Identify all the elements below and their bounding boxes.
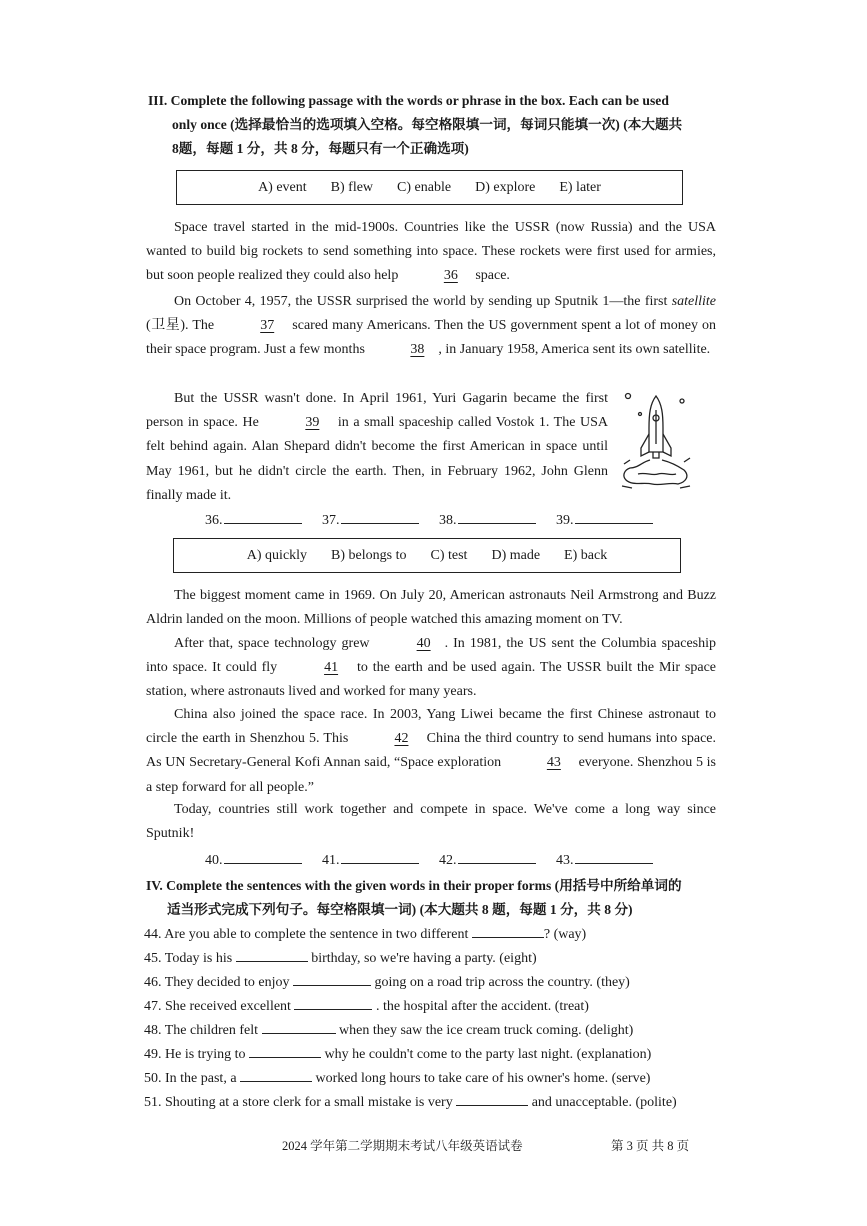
answer-39[interactable]: 39.	[556, 509, 673, 529]
paragraph-2	[146, 290, 716, 363]
section-4-heading-line1: IV. Complete the sentences with the given words in their proper forms (用括号中所给单词的	[146, 878, 682, 893]
answer-43[interactable]: 43.	[556, 849, 673, 869]
p2-text-d: , in January 1958, America sent its own satellite.	[438, 342, 711, 358]
p5-text-a: After that, space technology grew	[174, 636, 370, 651]
box2-option-a: A) quickly	[246, 547, 308, 563]
paragraph-3	[146, 387, 608, 508]
paragraph-4: The biggest moment came in 1969. On July 20, American astronauts Neil Armstrong and Buzz Aldrin landed on the moon. Millions of people watched this amazing moment on TV.	[146, 588, 716, 628]
p2-text-a: On October 4, 1957, the USSR surprised the world by sending up Sputnik 1—the first	[174, 294, 668, 309]
sentence-49-blank[interactable]	[249, 1045, 321, 1058]
sentence-50: 50. In the past, a worked long hours to take care of his owner's home. (serve)	[144, 1071, 651, 1086]
box1-option-a: A) event	[258, 179, 307, 195]
blank-41[interactable]: 41	[324, 660, 339, 676]
word-box-1	[176, 170, 683, 205]
section-3-heading-line1: III. Complete the following passage with the words or phrase in the box. Each can be used	[148, 93, 669, 108]
paragraph-1	[146, 216, 716, 289]
paragraph-6	[146, 703, 716, 800]
p1-text-a: Space travel started in the mid-1900s. Countries like the USSR (now Russia) and the USA wanted to build big rockets to send something into space. These rockets were first used for armies, but soon people realized they could also help	[146, 220, 716, 284]
blank-43[interactable]: 43	[546, 755, 561, 771]
answer-37[interactable]: 37.	[322, 509, 439, 529]
sentence-45-blank[interactable]	[236, 949, 308, 962]
p1-text-b: space.	[475, 268, 510, 284]
answer-41[interactable]: 41.	[322, 849, 439, 869]
box1-option-b: B) flew	[330, 179, 374, 195]
sentence-44-blank[interactable]	[472, 925, 544, 938]
box1-option-c: C) enable	[397, 179, 452, 195]
p6-text-b: China the third country to send humans into space. As UN Secretary-General Kofi Annan said, “Space exploration	[146, 731, 717, 771]
blank-38[interactable]: 38	[410, 342, 425, 358]
paragraph-5	[146, 632, 716, 705]
section-4-heading-line2: 适当形式完成下列句子。每空格限填一词) (本大题共 8 题，每题 1 分，共 8 分)	[167, 902, 633, 917]
answer-row-36-39	[205, 509, 673, 529]
p2-satellite: satellite	[671, 294, 717, 309]
box2-option-e: E) back	[564, 547, 608, 563]
footer-exam-title: 2024 学年第二学期期末考试八年级英语试卷	[282, 1139, 523, 1153]
box2-option-c: C) test	[430, 547, 468, 563]
sentence-47-blank[interactable]	[294, 997, 372, 1010]
box1-option-d: D) explore	[475, 179, 536, 195]
sentence-50-blank[interactable]	[240, 1069, 312, 1082]
rocket-illustration	[618, 390, 694, 496]
section-3-heading-line2: only once (选择最恰当的选项填入空格。每空格限填一词，每词只能填一次) (本大题共	[172, 117, 683, 132]
section-3-heading	[148, 89, 720, 161]
p2-text-b: (卫星). The	[146, 318, 215, 334]
section-4-heading	[146, 874, 726, 922]
sentence-48: 48. The children felt when they saw the ice cream truck coming. (delight)	[144, 1023, 634, 1038]
p3-text-a: But the USSR wasn't done. In April 1961, Yuri Gagarin became the first person in space. He	[146, 391, 608, 431]
sentence-48-blank[interactable]	[262, 1021, 336, 1034]
blank-39[interactable]: 39	[305, 415, 320, 431]
answer-36[interactable]: 36.	[205, 509, 322, 529]
sentence-44: 44. Are you able to complete the sentence in two different ? (way)	[144, 927, 587, 942]
answer-40[interactable]: 40.	[205, 849, 322, 869]
footer-page-number: 第 3 页 共 8 页	[611, 1139, 690, 1153]
sentence-46: 46. They decided to enjoy going on a road trip across the country. (they)	[144, 975, 630, 990]
box1-option-e: E) later	[559, 179, 601, 195]
sentence-45: 45. Today is his birthday, so we're having a party. (eight)	[144, 951, 537, 966]
blank-42[interactable]: 42	[394, 731, 409, 747]
p5-text-b: . In 1981, the US sent the Columbia spaceship into space. It could fly	[146, 636, 716, 676]
answer-38[interactable]: 38.	[439, 509, 556, 529]
p2-text-c: scared many Americans. Then the US government spent a lot of money on their space program. Just a few months	[146, 318, 717, 358]
section-3-heading-line3: 8题，每题 1 分，共 8 分，每题只有一个正确选项)	[172, 141, 469, 156]
blank-36[interactable]: 36	[443, 268, 458, 284]
box2-option-d: D) made	[491, 547, 541, 563]
word-box-2	[173, 538, 681, 573]
sentence-49: 49. He is trying to why he couldn't come to the party last night. (explanation)	[144, 1047, 652, 1062]
answer-row-40-43	[205, 849, 673, 869]
sentence-47: 47. She received excellent . the hospital after the accident. (treat)	[144, 999, 589, 1014]
blank-40[interactable]: 40	[416, 636, 431, 651]
answer-42[interactable]: 42.	[439, 849, 556, 869]
blank-37[interactable]: 37	[260, 318, 275, 334]
sentence-46-blank[interactable]	[293, 973, 371, 986]
sentence-51: 51. Shouting at a store clerk for a small mistake is very and unacceptable. (polite)	[144, 1095, 677, 1110]
p3-text-b: in a small spaceship called Vostok 1. The USA felt behind again. Alan Shepard didn't become the first American in space until May 1961, but he didn't circle the earth. Then, in February 1962, John Glenn finally made it.	[146, 415, 609, 503]
box2-option-b: B) belongs to	[331, 547, 407, 563]
p5-text-c: to the earth and be used again. The USSR built the Mir space station, where astronauts lived and worked for many years.	[146, 660, 717, 700]
p6-text-a: China also joined the space race. In 2003, Yang Liwei became the first Chinese astronaut to circle the earth in Shenzhou 5. This	[146, 707, 716, 747]
paragraph-7: Today, countries still work together and compete in space. We've come a long way since Sputnik!	[146, 802, 716, 842]
sentence-51-blank[interactable]	[456, 1093, 528, 1106]
p6-text-c: everyone. Shenzhou 5 is a step forward for all people.”	[146, 755, 717, 795]
